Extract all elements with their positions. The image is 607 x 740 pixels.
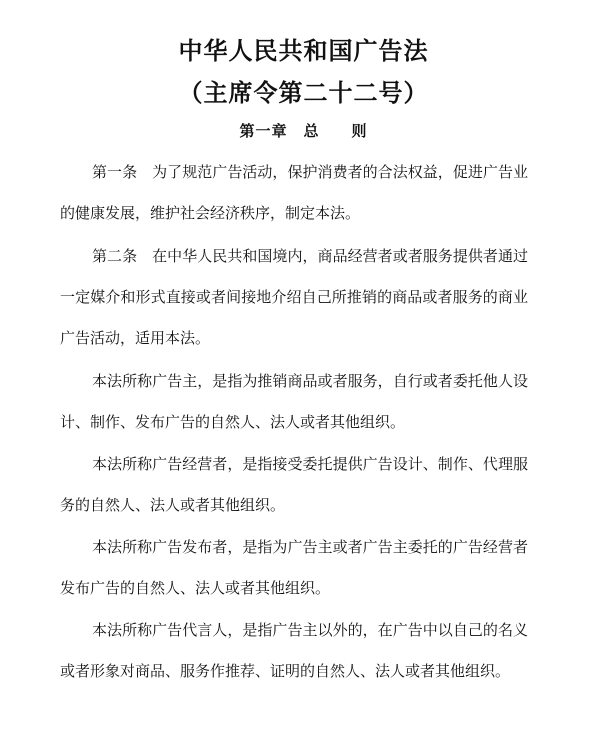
paragraph-ad-operator-definition: 本法所称广告经营者，是指接受委托提供广告设计、制作、代理服务的自然人、法人或者其他组织。 <box>60 455 528 514</box>
document-title: 中华人民共和国广告法 <box>178 37 429 65</box>
paragraph-article-2: 第二条 在中华人民共和国境内，商品经营者或者服务提供者通过一定媒介和形式直接或者间接地介绍自己所推销的商品或者服务的商业广告活动，适用本法。 <box>60 247 528 347</box>
paragraph-ad-publisher-definition: 本法所称广告发布者，是指为广告主或者广告主委托的广告经营者发布广告的自然人、法人或者其他组织。 <box>60 538 528 597</box>
paragraph-article-1: 第一条 为了规范广告活动，保护消费者的合法权益，促进广告业的健康发展，维护社会经济秩序，制定本法。 <box>60 163 528 222</box>
paragraph-advertiser-definition: 本法所称广告主，是指为推销商品或者服务，自行或者委托他人设计、制作、发布广告的自然人、法人或者其他组织。 <box>60 372 528 431</box>
paragraph-ad-endorser-definition: 本法所称广告代言人，是指广告主以外的，在广告中以自己的名义或者形象对商品、服务作推荐、证明的自然人、法人或者其他组织。 <box>60 621 528 680</box>
document-subtitle: （主席令第二十二号） <box>178 79 429 107</box>
chapter-heading: 第一章 总 则 <box>239 122 368 140</box>
